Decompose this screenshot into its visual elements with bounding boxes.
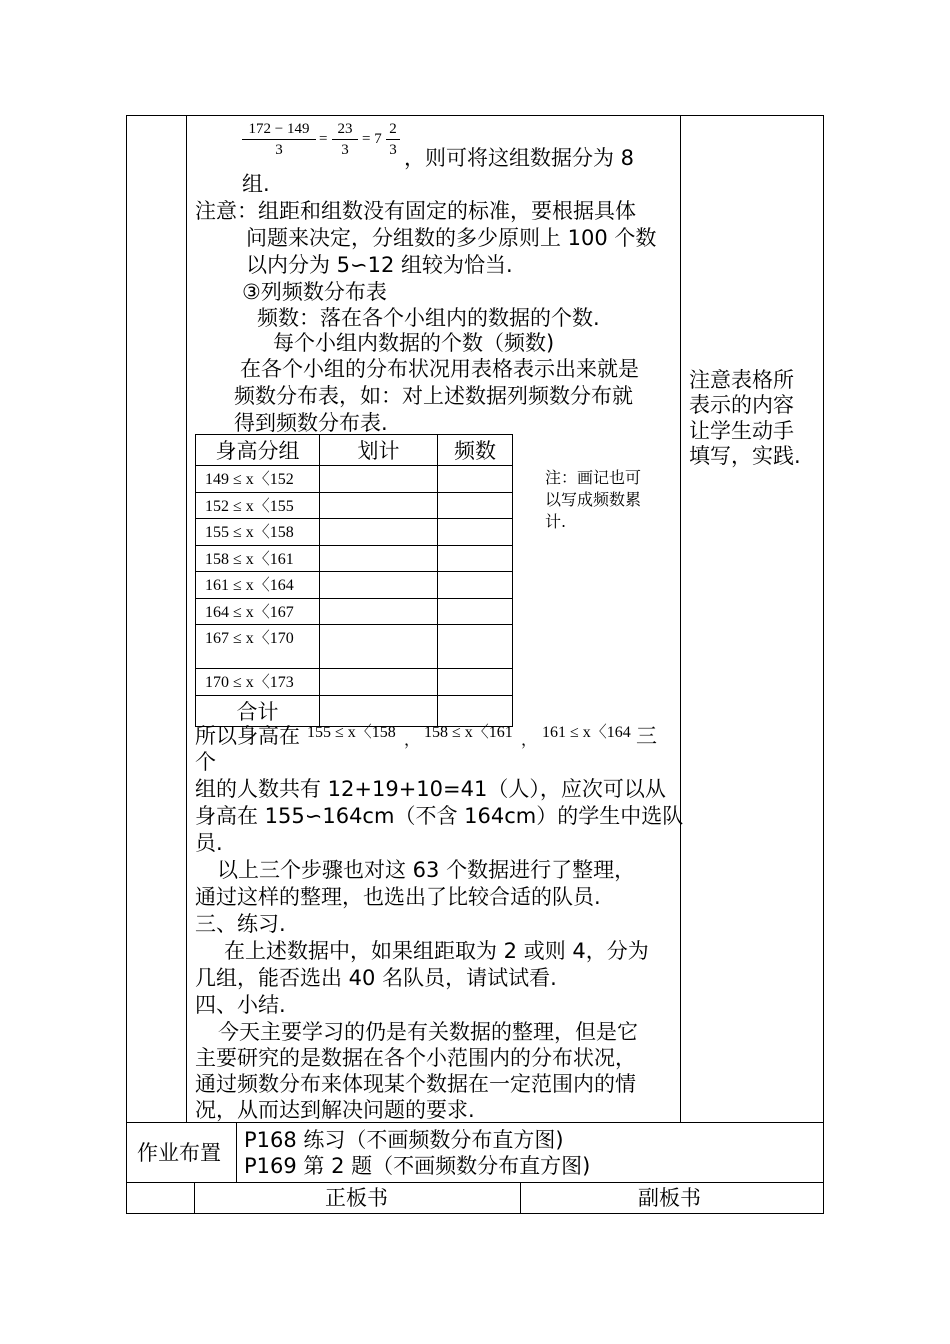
header-tally: 划计 [320, 435, 438, 466]
note-line-2: 问题来决定，分组数的多少原则上 100 个数 [246, 226, 657, 250]
table-row [196, 625, 513, 669]
range-161-164: 161 ≤ x〈164 [542, 724, 631, 741]
frame-left [126, 115, 127, 1214]
group-count-text: ，则可将这组数据分为 8 [404, 146, 635, 170]
frequency-cell[interactable] [438, 669, 513, 696]
total-label: 合计 [196, 695, 320, 726]
teacher-note-line-1: 注意表格所 [689, 368, 794, 392]
frequency-cell[interactable] [438, 519, 513, 546]
fraction-23-3: 23 3 [332, 120, 358, 159]
tally-cell[interactable] [320, 625, 438, 669]
main-board-label: 正板书 [325, 1186, 388, 1210]
side-note-line-2: 以写成频数累 [545, 490, 642, 509]
summary-line-3: 通过频数分布来体现某个数据在一定范围内的情 [195, 1072, 636, 1096]
conclusion-line-2: 个 [195, 750, 216, 774]
conclusion-line-4: 身高在 155∽164cm（不含 164cm）的学生中选队 [195, 804, 684, 828]
frequency-cell[interactable] [438, 598, 513, 625]
frame-col-1 [186, 115, 187, 1122]
summary-line-2: 主要研究的是数据在各个小范围内的分布状况， [195, 1046, 636, 1070]
header-frequency: 频数 [438, 435, 513, 466]
table-header-row [196, 435, 513, 466]
range-cell: 170 ≤ x〈173 [196, 669, 320, 696]
frequency-definition: 频数：落在各个小组内的数据的个数. [257, 306, 600, 330]
range-cell: 155 ≤ x〈158 [196, 519, 320, 546]
tally-cell[interactable] [320, 572, 438, 599]
conclusion-line-7: 通过这样的整理，也选出了比较合适的队员. [195, 885, 601, 909]
frequency-cell[interactable] [438, 625, 513, 669]
table-row [196, 545, 513, 572]
note-line-3: 以内分为 5∽12 组较为恰当. [246, 253, 513, 277]
note-line-1: 注意：组距和组数没有固定的标准，要根据具体 [195, 199, 636, 223]
table-row [196, 669, 513, 696]
conclusion-three: 三 [636, 724, 657, 748]
teacher-note-line-3: 让学生动手 [689, 419, 794, 443]
frame-right [823, 115, 824, 1214]
frequency-cell[interactable] [438, 492, 513, 519]
conclusion-line-5: 员. [195, 831, 223, 855]
table-row [196, 519, 513, 546]
table-row [196, 572, 513, 599]
homework-line-1: P168 练习（不画频数分布直方图) [244, 1128, 564, 1152]
board-col-2 [520, 1182, 521, 1213]
practice-title: 三、练习. [195, 912, 286, 936]
frequency-cell[interactable] [438, 572, 513, 599]
homework-line-2: P169 第 2 题（不画频数分布直方图) [244, 1154, 591, 1178]
tally-cell[interactable] [320, 598, 438, 625]
frequency-cell[interactable] [438, 466, 513, 493]
frequency-table [195, 434, 513, 727]
board-col-1 [194, 1182, 195, 1213]
summary-line-1: 今天主要学习的仍是有关数据的整理，但是它 [218, 1020, 638, 1044]
side-note-line-3: 计. [545, 512, 567, 531]
equals-seven: = 7 [362, 131, 382, 147]
range-cell: 167 ≤ x〈170 [196, 625, 320, 669]
range-cell: 149 ≤ x〈152 [196, 466, 320, 493]
frame-row-divider-2 [126, 1182, 824, 1183]
homework-label: 作业布置 [137, 1141, 221, 1165]
range-cell: 164 ≤ x〈167 [196, 598, 320, 625]
conclusion-prefix: 所以身高在 [195, 724, 300, 748]
equals-sign: = [319, 131, 328, 147]
frame-bottom [126, 1213, 824, 1214]
tally-cell[interactable] [320, 466, 438, 493]
teacher-note-line-2: 表示的内容 [689, 393, 794, 417]
frame-col-3 [680, 115, 681, 1122]
step3-title: ③列频数分布表 [242, 280, 387, 304]
side-note-line-1: 注：画记也可 [545, 468, 642, 487]
range-155-158: 155 ≤ x〈158 [307, 724, 396, 741]
practice-line-2: 几组，能否选出 40 名队员，请试试看. [195, 966, 557, 990]
comma-1: ， [404, 732, 421, 749]
header-height-group: 身高分组 [196, 435, 320, 466]
frequency-cell[interactable] [438, 545, 513, 572]
table-row [196, 598, 513, 625]
teacher-note-line-4: 填写，实践. [689, 444, 801, 468]
table-row [196, 492, 513, 519]
summary-title: 四、小结. [195, 993, 286, 1017]
range-cell: 158 ≤ x〈161 [196, 545, 320, 572]
fraction-2-3: 2 3 [386, 120, 400, 159]
group-count-text-2: 组. [242, 172, 270, 196]
tally-cell[interactable] [320, 492, 438, 519]
range-158-161: 158 ≤ x〈161 [424, 724, 513, 741]
step3-para-1: 在各个小组的分布状况用表格表示出来就是 [240, 357, 639, 381]
range-cell: 152 ≤ x〈155 [196, 492, 320, 519]
tally-cell[interactable] [320, 669, 438, 696]
frequency-definition-2: 每个小组内数据的个数（频数) [273, 331, 555, 355]
step3-para-2: 频数分布表，如：对上述数据列频数分布就 [234, 384, 633, 408]
conclusion-line-6: 以上三个步骤也对这 63 个数据进行了整理， [217, 858, 636, 882]
summary-line-4: 况，从而达到解决问题的要求. [195, 1098, 475, 1122]
conclusion-line-3: 组的人数共有 12+19+10=41（人），应次可以从 [195, 777, 666, 801]
tally-cell[interactable] [320, 545, 438, 572]
comma-2: ， [521, 732, 538, 749]
range-cell: 161 ≤ x〈164 [196, 572, 320, 599]
practice-line-1: 在上述数据中，如果组距取为 2 或则 4，分为 [224, 939, 649, 963]
homework-col-divider [236, 1122, 237, 1182]
fraction-range: 172 − 149 3 [242, 120, 316, 159]
frame-top [126, 115, 824, 116]
table-row [196, 466, 513, 493]
step3-para-3: 得到频数分布表. [234, 411, 388, 435]
tally-cell[interactable] [320, 519, 438, 546]
sub-board-label: 副板书 [638, 1186, 701, 1210]
